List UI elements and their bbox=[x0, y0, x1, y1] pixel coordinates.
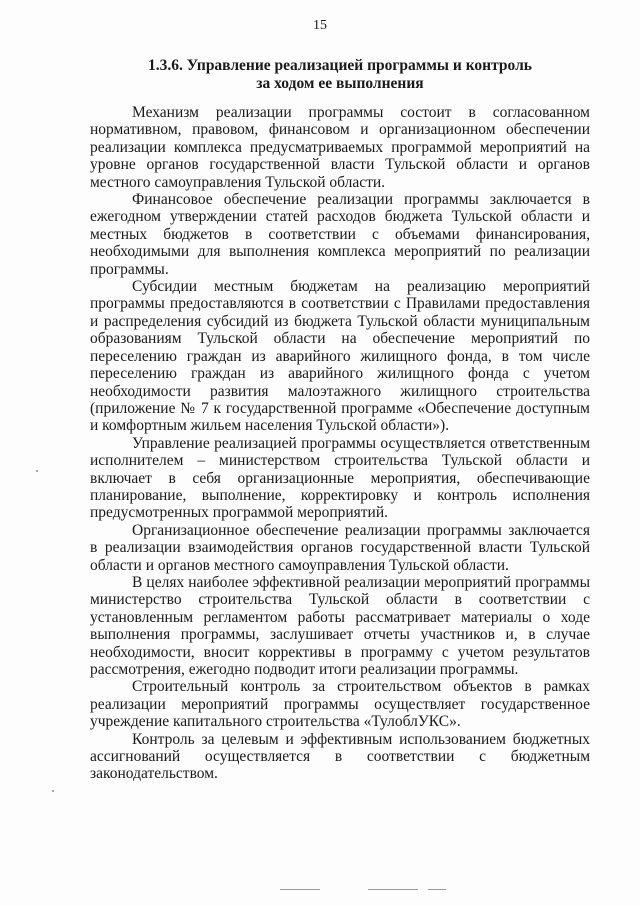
scan-artifact bbox=[428, 889, 446, 890]
paragraph-efficiency: В целях наиболее эффективной реализации мероприятий программы министерство строительства Тульской области в соответствии с установленным регламентом работы рассматривает материалы о ходе выполнения программы, заслушивает отчеты участников и, в случае необходимости, вносит коррективы в программу с учетом результатов рассмотрения, ежегодно подводит итоги реализации программы. bbox=[90, 573, 590, 678]
body-text bbox=[90, 104, 590, 783]
paragraph-subsidies: Субсидии местным бюджетам на реализацию мероприятий программы предоставляются в соответствии с Правилами предоставления и распределения субсидий из бюджета Тульской области муниципальным образованиям Тульской области на обеспечение мероприятий по переселению граждан из аварийного жилищного фонда, в том числе переселению граждан из аварийного жилищного фонда с учетом необходимости развития малоэтажного жилищного строительства (приложение № 7 к государственной программе «Обеспечение доступным и комфортным жильем населения Тульской области»). bbox=[90, 278, 590, 435]
scan-artifact bbox=[36, 470, 38, 472]
section-heading bbox=[90, 57, 590, 93]
page-number: 15 bbox=[313, 18, 327, 33]
section-heading-line-1: 1.3.6. Управление реализацией программы и контроль bbox=[148, 57, 532, 74]
paragraph-construction-control: Строительный контроль за строительством объектов в рамках реализации мероприятий программы осуществляет государственное учреждение капитального строительства «ТулоблУКС». bbox=[90, 678, 590, 731]
scan-artifact bbox=[52, 790, 54, 792]
scan-artifact bbox=[368, 889, 418, 890]
paragraph-mechanism: Механизм реализации программы состоит в согласованном нормативном, правовом, финансовом и организационном обеспечении реализации комплекса предусматриваемых программой мероприятий на уровне органов государственной власти Тульской области и органов местного самоуправления Тульской области. bbox=[90, 104, 590, 191]
paragraph-management: Управление реализацией программы осуществляется ответственным исполнителем – министерством строительства Тульской области и включает в себя организационные мероприятия, обеспечивающие планирование, выполнение, корректировку и контроль исполнения предусмотренных программой мероприятий. bbox=[90, 434, 590, 522]
scan-artifact bbox=[280, 889, 320, 890]
paragraph-budget-control: Контроль за целевым и эффективным использованием бюджетных ассигнований осуществляется в соответствии с бюджетным законодательством. bbox=[90, 730, 590, 783]
section-heading-line-2: за ходом ее выполнения bbox=[256, 75, 424, 92]
paragraph-financing: Финансовое обеспечение реализации программы заключается в ежегодном утверждении статей расходов бюджета Тульской области и местных бюджетов в соответствии с объемами финансирования, необходимыми для выполнения комплекса мероприятий по реализации программы. bbox=[90, 191, 590, 278]
paragraph-organization: Организационное обеспечение реализации программы заключается в реализации взаимодействия органов государственной власти Тульской области и органов местного самоуправления Тульской области. bbox=[90, 521, 590, 574]
